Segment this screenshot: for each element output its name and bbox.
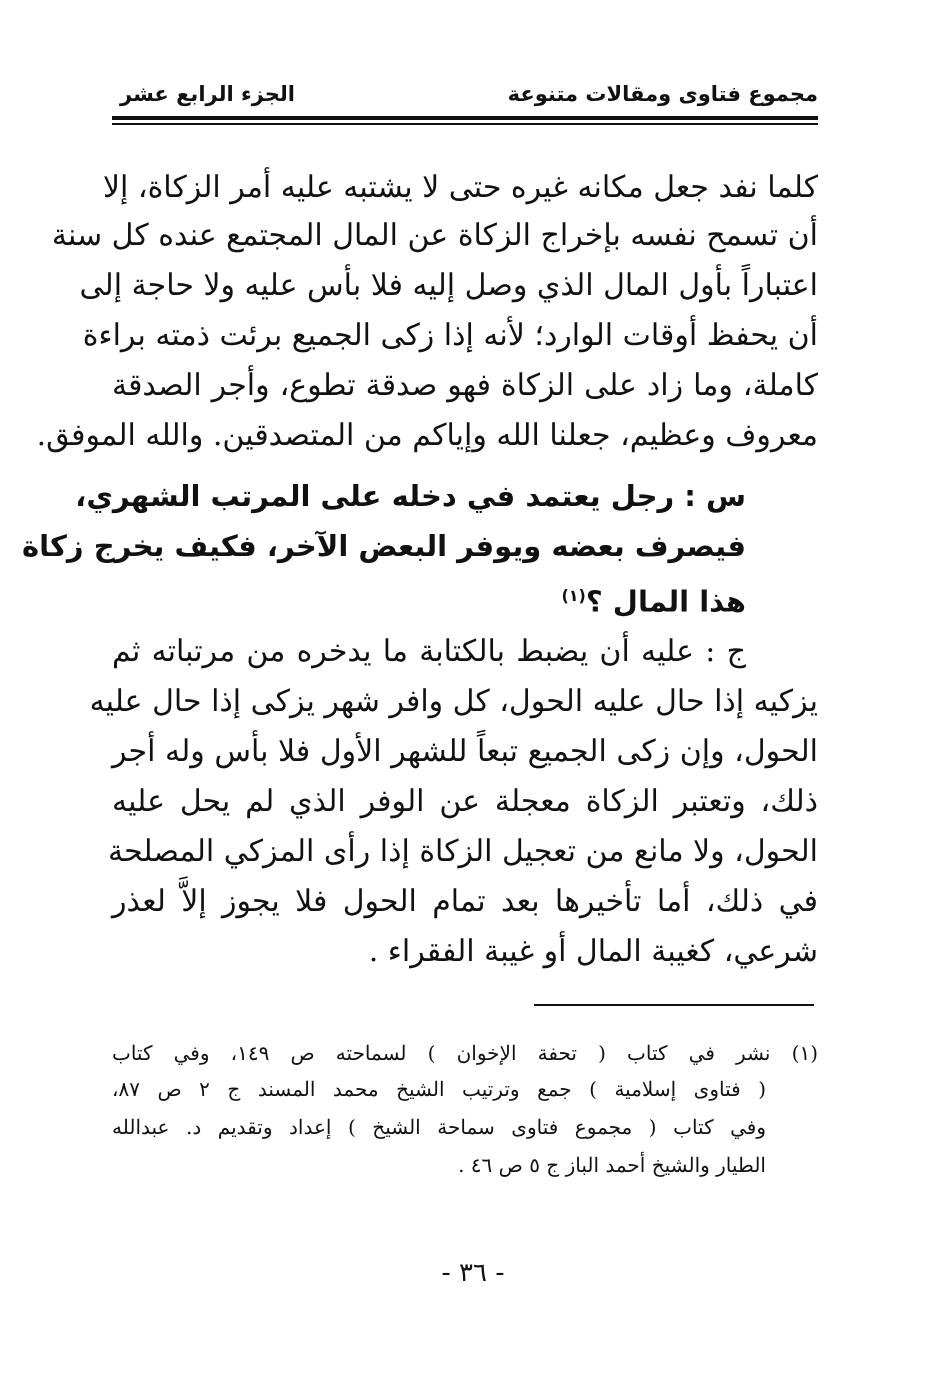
header-rule-thick	[112, 116, 818, 120]
footnote-line: الطيار والشيخ أحمد الباز ج ٥ ص ٤٦ .	[458, 1153, 766, 1177]
answer-line: الحول، وإن زكى الجميع تبعاً للشهر الأول فلا بأس وله أجر	[112, 734, 818, 769]
paragraph-line: اعتباراً بأول المال الذي وصل إليه فلا بأس عليه ولا حاجة إلى	[79, 268, 818, 303]
answer-line: ذلك، وتعتبر الزكاة معجلة عن الوفر الذي لم يحل عليه	[112, 784, 818, 819]
header-rule-thin	[112, 123, 818, 125]
answer-line: ج : عليه أن يضبط بالكتابة ما يدخره من مرتباته ثم	[112, 634, 746, 669]
paragraph-line: كلما نفد جعل مكانه غيره حتى لا يشتبه عليه أمر الزكاة، إلا	[102, 170, 818, 205]
paragraph-line: معروف وعظيم، جعلنا الله وإياكم من المتصدقين. والله الموفق.	[36, 418, 818, 453]
answer-line: الحول، ولا مانع من تعجيل الزكاة إذا رأى المزكي المصلحة	[107, 834, 818, 869]
running-header	[112, 70, 818, 110]
volume-label: الجزء الرابع عشر	[120, 82, 295, 106]
footnote-line: (١) نشر في كتاب ( تحفة الإخوان ) لسماحته ص ١٤٩، وفي كتاب	[112, 1041, 818, 1065]
answer-line: في ذلك، أما تأخيرها بعد تمام الحول فلا يجوز إلاَّ لعذر	[112, 884, 818, 919]
footnote-line: ( فتاوى إسلامية ) جمع وترتيب الشيخ محمد المسند ج ٢ ص ٨٧،	[112, 1077, 766, 1101]
question-line-last	[561, 574, 746, 624]
paragraph-line: أن تسمح نفسه بإخراج الزكاة عن المال المجتمع عنده كل سنة	[51, 218, 818, 253]
footnote-reference: (١)	[561, 586, 586, 605]
book-title: مجموع فتاوى ومقالات متنوعة	[507, 82, 818, 106]
question-text: هذا المال ؟	[585, 584, 746, 619]
answer-line: يزكيه إذا حال عليه الحول، كل وافر شهر يزكى إذا حال عليه	[89, 684, 818, 719]
paragraph-line: أن يحفظ أوقات الوارد؛ لأنه إذا زكى الجميع برئت ذمته براءة	[82, 318, 818, 353]
answer-line: شرعي، كغيبة المال أو غيبة الفقراء .	[368, 934, 818, 969]
page-number: - ٣٦ -	[441, 1258, 505, 1288]
footnote-separator	[534, 1004, 814, 1006]
paragraph-line: كاملة، وما زاد على الزكاة فهو صدقة تطوع، وأجر الصدقة	[112, 368, 818, 403]
question-line: س : رجل يعتمد في دخله على المرتب الشهري،	[75, 479, 746, 513]
footnote-line: وفي كتاب ( مجموع فتاوى سماحة الشيخ ) إعداد وتقديم د. عبدالله	[112, 1115, 766, 1139]
question-line: فيصرف بعضه ويوفر البعض الآخر، فكيف يخرج زكاة	[22, 529, 746, 563]
